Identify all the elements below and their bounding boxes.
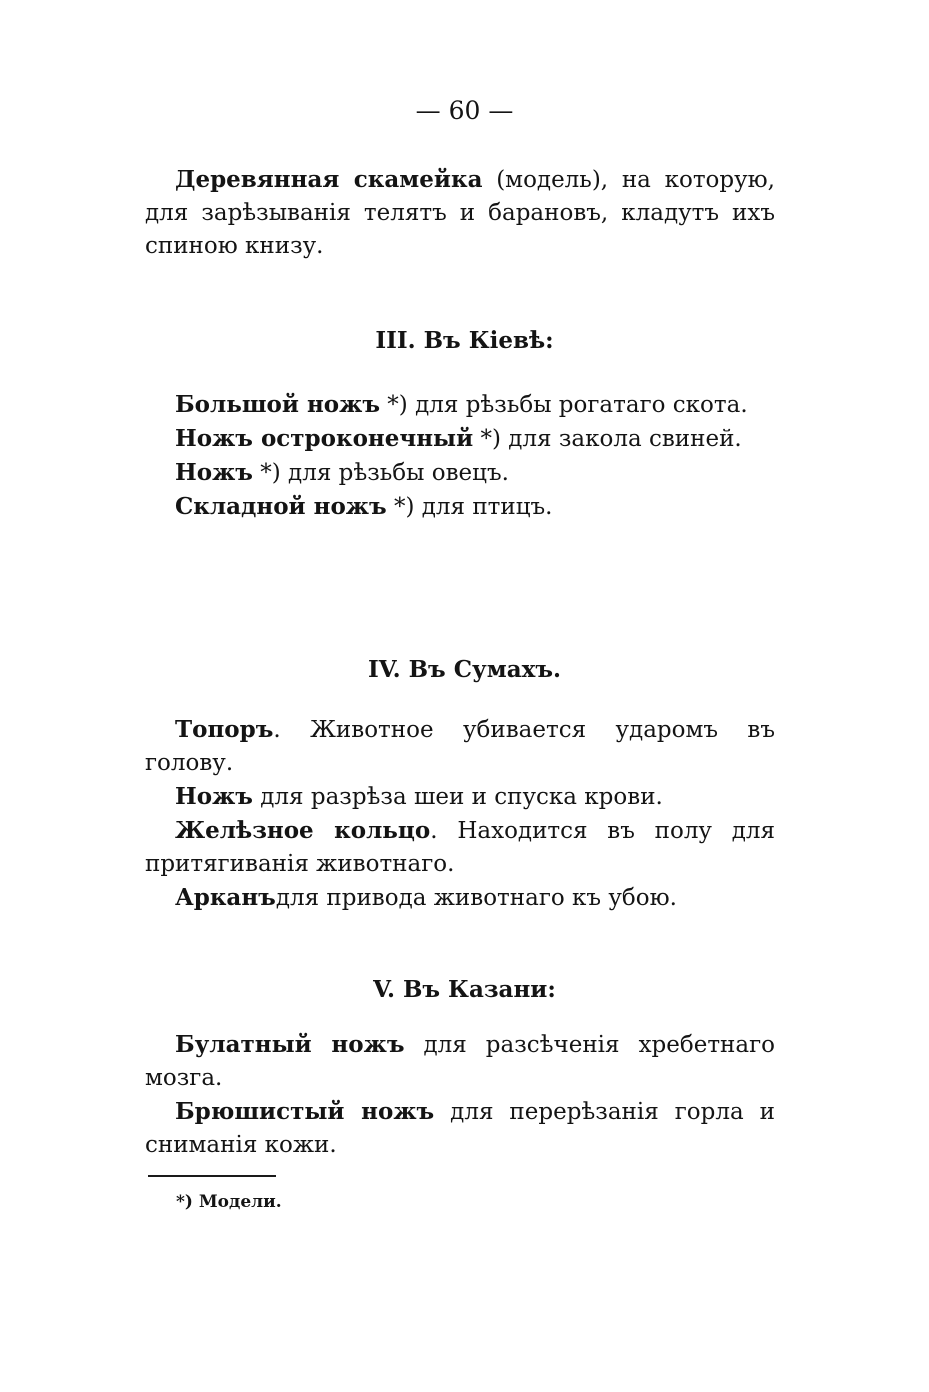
section-sumy-list: [145, 713, 775, 915]
section-kazan-list: [145, 1028, 775, 1162]
intro-paragraph: [145, 163, 775, 263]
section-kiev-list: [145, 388, 775, 524]
list-item: Ножъ для разрѣза шеи и спуска крови.: [175, 783, 663, 810]
list-item: Топоръ. Животное убивается ударомъ въ голову.: [145, 716, 775, 776]
section-heading-sumy: IV. Въ Сумахъ.: [368, 656, 561, 683]
list-item: Складной ножъ *) для птицъ.: [175, 493, 553, 520]
footnote-divider: [148, 1175, 276, 1177]
list-item: Булатный ножъ для разсѣченія хребетнаго мозга.: [145, 1031, 775, 1091]
list-item: Ножъ *) для рѣзьбы овецъ.: [175, 459, 509, 486]
list-item: Большой ножъ *) для рѣзьбы рогатаго скота.: [175, 391, 748, 418]
list-item: Желѣзное кольцо. Находится въ полу для притягиванія животнаго.: [145, 817, 776, 877]
intro-term: Деревянная скамейка: [175, 166, 483, 193]
intro-text: (модель), на которую, для зарѣзыванія телятъ и барановъ, кладутъ ихъ спиною книзу.: [145, 167, 775, 259]
section-heading-kazan: V. Въ Казани:: [373, 976, 556, 1003]
list-item: Ножъ остроконечный *) для закола свиней.: [175, 425, 742, 452]
list-item: Арканъдля привода животнаго къ убою.: [175, 884, 677, 911]
footnote: *) Модели.: [176, 1192, 282, 1212]
section-heading-kiev: III. Въ Кіевѣ:: [375, 327, 554, 354]
list-item: Брюшистый ножъ для перерѣзанія горла и сниманія кожи.: [145, 1098, 775, 1158]
page-number: — 60 —: [415, 96, 514, 125]
